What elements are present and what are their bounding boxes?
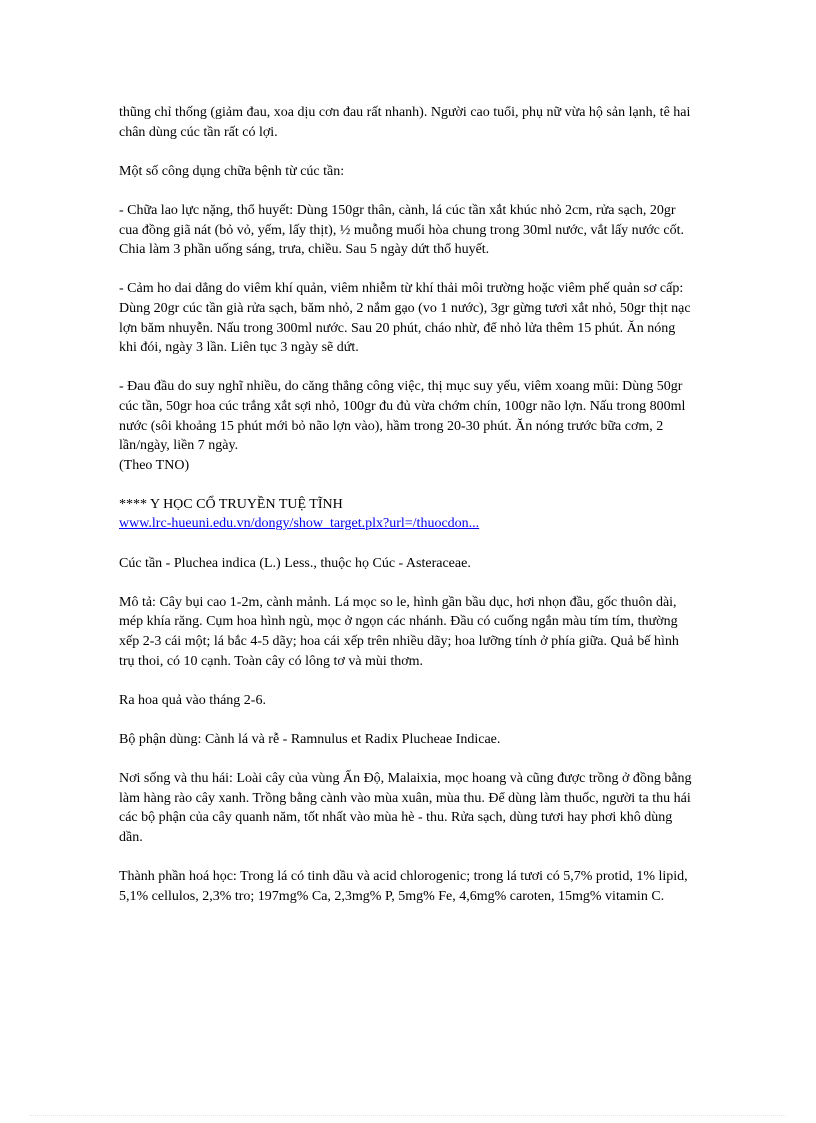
paragraph-flowering: Ra hoa quả vào tháng 2-6. [119, 692, 266, 708]
paragraph-remedy-2: - Cảm ho dai dẳng do viêm khí quản, viêm nhiễm từ khí thải môi trường hoặc viêm phế quản sơ cấp: Dùng 20gr cúc tần già rửa sạch, băm nhỏ, 2 nắm gạo (vo 1 nước), 3gr gừng tươi xắt nhỏ, 50gr thịt nạc lợn băm nhuyễn. Nấu trong 300ml nước. Sau 20 phút, cháo nhừ, để nhỏ lửa thêm 15 phút. Ăn nóng khi đói, ngày 3 lần. Liên tục 3 ngày sẽ dứt. [119, 281, 691, 356]
paragraph-chemistry: Thành phần hoá học: Trong lá có tinh dầu và acid chlorogenic; trong lá tươi có 5,7% protid, 1% lipid, 5,1% cellulos, 2,3% tro; 197mg% Ca, 2,3mg% P, 5mg% Fe, 4,6mg% caroten, 15mg% vitamin C. [119, 869, 688, 904]
paragraph-intro: thũng chỉ thống (giảm đau, xoa dịu cơn đau rất nhanh). Người cao tuổi, phụ nữ vừa hộ sản lạnh, tê hai chân dùng cúc tần rất có lợi. [119, 105, 691, 140]
paragraph-remedy-3: - Đau đầu do suy nghĩ nhiều, do căng thẳng công việc, thị mục suy yếu, viêm xoang mũi: Dùng 50gr cúc tần, 50gr hoa cúc trắng xắt sợi nhỏ, 100gr đu đủ vừa chớm chín, 100gr não lợn. Nấu trong 800ml nước (sôi khoảng 15 phút mới bỏ não lợn vào), hầm trong 20-30 phút. Ăn nóng trước bữa cơm, 2 lần/ngày, liền 7 ngày. [119, 379, 686, 454]
source-link[interactable]: www.lrc-hueuni.edu.vn/dongy/show_target.plx?url=/thuocdon... [119, 516, 480, 532]
section-heading: **** Y HỌC CỔ TRUYỀN TUỆ TĨNH [119, 496, 343, 512]
page-bottom-divider [30, 1115, 786, 1116]
paragraph-remedy-1: - Chữa lao lực nặng, thổ huyết: Dùng 150gr thân, cành, lá cúc tần xắt khúc nhỏ 2cm, rửa sạch, 20gr cua đồng giã nát (bỏ vỏ, yếm, lấy thịt), ½ muỗng muối hòa chung trong 30ml nước, vắt lấy nước cốt. Chia làm 3 phần uống sáng, trưa, chiều. Sau 5 ngày dứt thổ huyết. [119, 202, 684, 258]
paragraph-species: Cúc tần - Pluchea indica (L.) Less., thuộc họ Cúc - Asteraceae. [119, 555, 471, 571]
paragraph-parts-used: Bộ phận dùng: Cành lá và rễ - Ramnulus et Radix Plucheae Indicae. [119, 732, 501, 747]
paragraph-habitat: Nơi sống và thu hái: Loài cây của vùng Ấn Độ, Malaixia, mọc hoang và cũng được trồng ở đồng bằng làm hàng rào cây xanh. Trồng bằng cành vào mùa xuân, mùa thu. Để dùng làm thuốc, người ta thu hái các bộ phận của cây quanh năm, tốt nhất vào mùa hè - thu. Rửa sạch, dùng tươi hay phơi khô dùng dần. [119, 771, 692, 845]
source-note: (Theo TNO) [119, 457, 190, 473]
document-body [119, 103, 694, 926]
paragraph-uses-heading: Một số công dụng chữa bệnh từ cúc tần: [119, 163, 345, 179]
paragraph-description: Mô tả: Cây bụi cao 1-2m, cành mảnh. Lá mọc so le, hình gần bầu dục, hơi nhọn đầu, gốc thuôn dài, mép khía răng. Cụm hoa hình ngù, mọc ở ngọn các nhánh. Đầu có cuống ngắn màu tím tím, thường xếp 2-3 cái một; lá bắc 4-5 dãy; hoa cái xếp trên nhiều dãy; hoa lưỡng tính ở phía giữa. Quả bế hình trụ thoi, có 10 cạnh. Toàn cây có lông tơ và mùi thơm. [119, 594, 679, 669]
